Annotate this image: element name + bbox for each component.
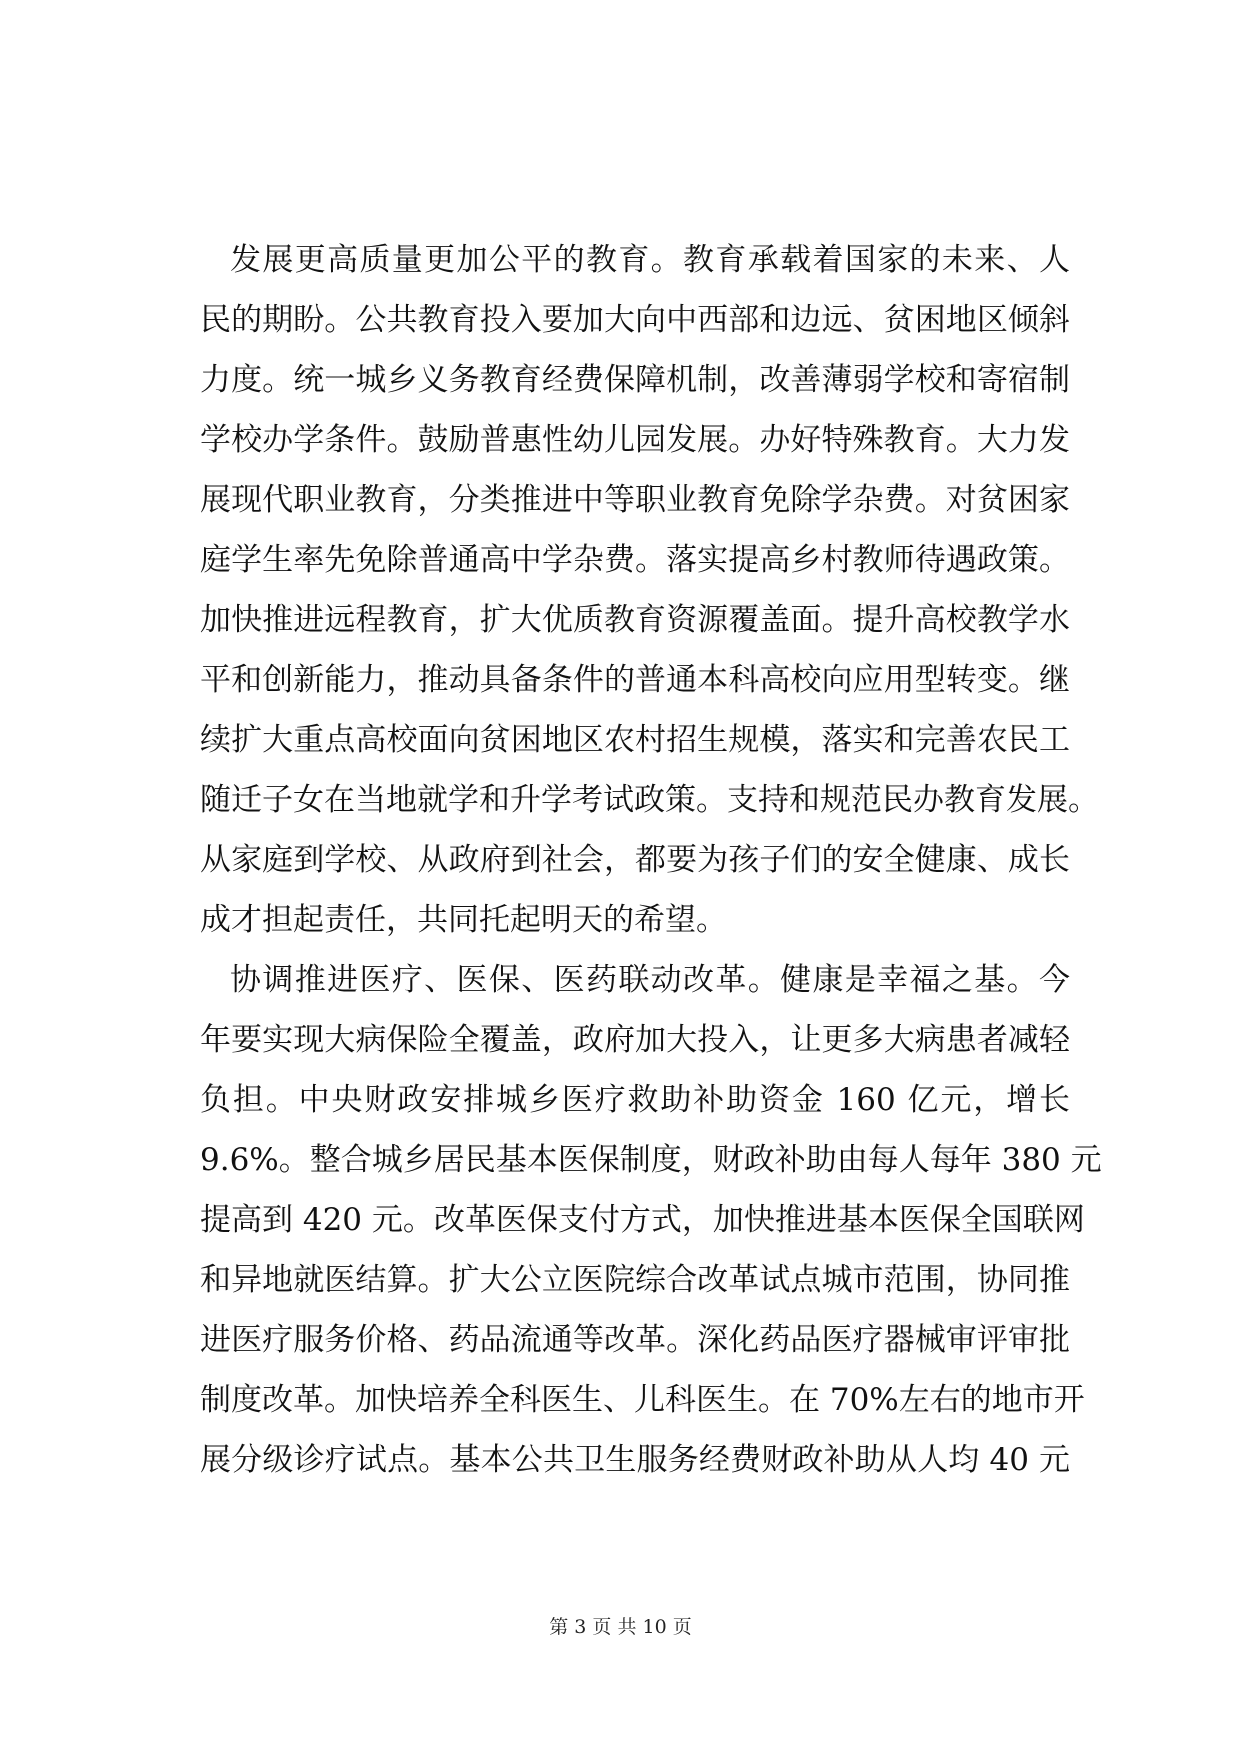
paragraph-1-line: 发展更高质量更加公平的教育。教育承载着国家的未来、人 xyxy=(230,242,1070,278)
paragraph-1-line: 力度。统一城乡义务教育经费保障机制，改善薄弱学校和寄宿制 xyxy=(200,362,1070,398)
paragraph-2-line: 9.6%。整合城乡居民基本医保制度，财政补助由每人每年 380 元 xyxy=(200,1142,1102,1178)
paragraph-1-line: 平和创新能力，推动具备条件的普通本科高校向应用型转变。继 xyxy=(200,662,1070,698)
paragraph-2-line: 展分级诊疗试点。基本公共卫生服务经费财政补助从人均 40 元 xyxy=(200,1442,1070,1478)
paragraph-2-line: 制度改革。加快培养全科医生、儿科医生。在 70%左右的地市开 xyxy=(200,1382,1085,1418)
paragraph-2-line: 进医疗服务价格、药品流通等改革。深化药品医疗器械审评审批 xyxy=(200,1322,1070,1358)
paragraph-1-line: 随迁子女在当地就学和升学考试政策。支持和规范民办教育发展。 xyxy=(200,782,1099,818)
paragraph-1-line: 从家庭到学校、从政府到社会，都要为孩子们的安全健康、成长 xyxy=(200,842,1070,878)
paragraph-1-line: 成才担起责任，共同托起明天的希望。 xyxy=(200,902,727,938)
paragraph-1-line: 加快推进远程教育，扩大优质教育资源覆盖面。提升高校教学水 xyxy=(200,602,1070,638)
paragraph-1-line: 展现代职业教育，分类推进中等职业教育免除学杂费。对贫困家 xyxy=(200,482,1070,518)
paragraph-1-line: 学校办学条件。鼓励普惠性幼儿园发展。办好特殊教育。大力发 xyxy=(200,422,1070,458)
paragraph-2-line: 协调推进医疗、医保、医药联动改革。健康是幸福之基。今 xyxy=(230,962,1070,998)
paragraph-1-line: 续扩大重点高校面向贫困地区农村招生规模，落实和完善农民工 xyxy=(200,722,1070,758)
paragraph-1-line: 民的期盼。公共教育投入要加大向中西部和边远、贫困地区倾斜 xyxy=(200,302,1070,338)
paragraph-2-line: 年要实现大病保险全覆盖，政府加大投入，让更多大病患者减轻 xyxy=(200,1022,1070,1058)
paragraph-1-line: 庭学生率先免除普通高中学杂费。落实提高乡村教师待遇政策。 xyxy=(200,542,1070,578)
paragraph-2-line: 提高到 420 元。改革医保支付方式，加快推进基本医保全国联网 xyxy=(200,1202,1085,1238)
body-text xyxy=(200,230,1102,1490)
page-number-footer: 第 3 页 共 10 页 xyxy=(549,1616,692,1638)
paragraph-2-line: 和异地就医结算。扩大公立医院综合改革试点城市范围，协同推 xyxy=(200,1262,1070,1298)
paragraph-2-line: 负担。中央财政安排城乡医疗救助补助资金 160 亿元，增长 xyxy=(200,1082,1070,1118)
